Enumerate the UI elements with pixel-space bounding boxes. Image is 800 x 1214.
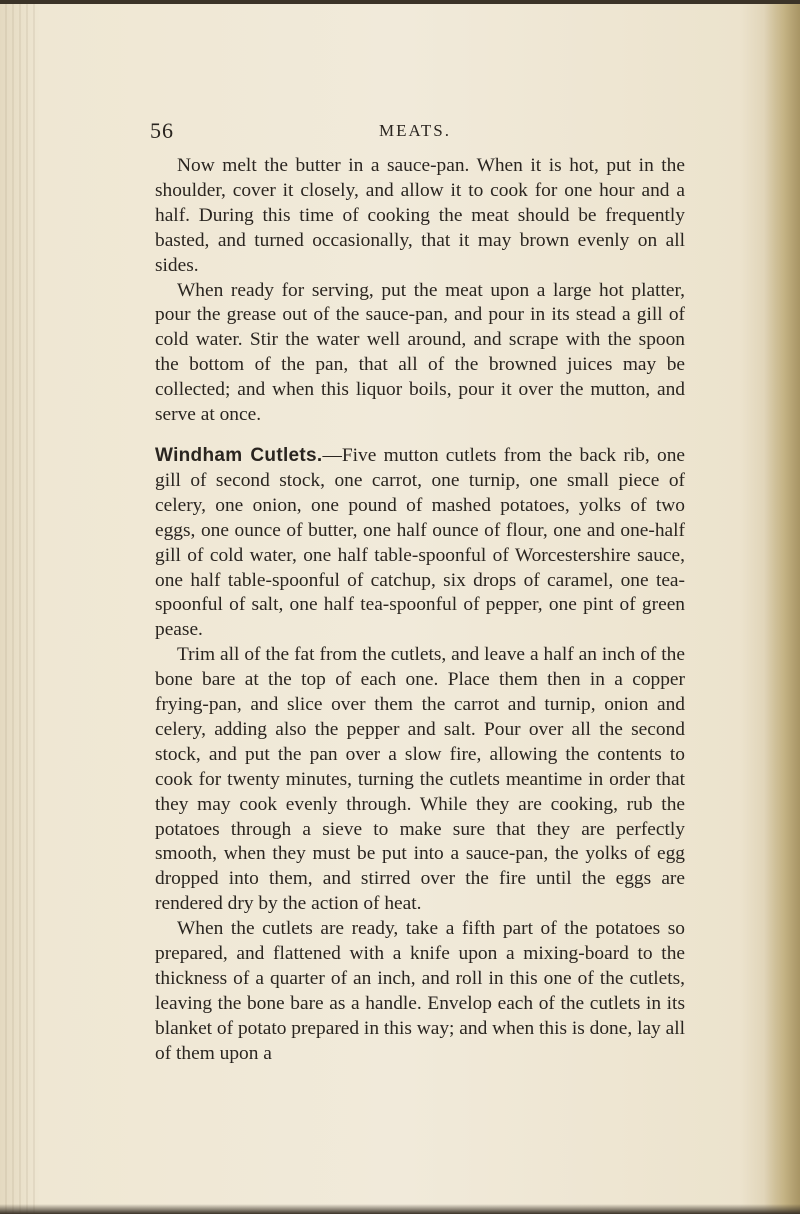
body-text: [155, 154, 685, 1067]
top-border: [0, 0, 800, 4]
bottom-border: [0, 1204, 800, 1214]
paragraph: Trim all of the fat from the cutlets, and leave a half an inch of the bone bare at the top of each one. Place them then in a copper frying-pan, and slice over them the carrot and turnip, onion and celery, adding also the pepper and salt. Pour over all the second stock, and put the pan over a slow fire, allowing the contents to cook for twenty minutes, turning the cutlets meantime in order that they may cook evenly through. While they are cooking, rub the potatoes through a sieve to make sure that they are perfectly smooth, when they must be put into a sauce-pan, the yolks of egg dropped into them, and stirred over the fire until the eggs are rendered dry by the action of heat.: [155, 644, 685, 915]
recipe-ingredients: [155, 444, 685, 643]
page-edge-shadow: [764, 0, 800, 1214]
paragraph: When ready for serving, put the meat upon a large hot platter, pour the grease out of the sauce-pan, and pour in its stead a gill of cold water. Stir the water well around, and scrape with the spoon the bottom of the pan, that all of the browned juices may be collected; and when this liquor boils, pour it over the mutton, and serve at once.: [155, 279, 685, 426]
ingredients-text: —Five mutton cutlets from the back rib, one gill of second stock, one carrot, one turnip, one small piece of celery, one onion, one pound of mashed potatoes, yolks of two eggs, one ounce of butter, one half ounce of flour, one and one-half gill of cold water, one half table-spoonful of Worcestershire sauce, one half table-spoonful of catchup, six drops of caramel, one tea-spoonful of salt, one half tea-spoonful of pepper, one pint of green pease.: [155, 444, 686, 641]
paragraph: When the cutlets are ready, take a fifth part of the potatoes so prepared, and flattened with a knife upon a mixing-board to the thickness of a quarter of an inch, and roll in this one of the cutlets, leaving the bone bare as a handle. Envelop each of the cutlets in its blanket of potato prepared in this way; and when this is done, lay all of them upon a: [155, 918, 685, 1064]
paragraph: Now melt the butter in a sauce-pan. When it is hot, put in the shoulder, cover it closely, and allow it to cook for one hour and a half. During this time of cooking the meat should be frequently basted, and turned occasionally, that it may brown evenly on all sides.: [155, 155, 685, 276]
running-head: MEATS.: [379, 121, 451, 140]
page-number: 56: [150, 118, 174, 143]
binding-gutter: [0, 0, 40, 1214]
recipe-heading: Windham Cutlets.: [155, 444, 323, 466]
